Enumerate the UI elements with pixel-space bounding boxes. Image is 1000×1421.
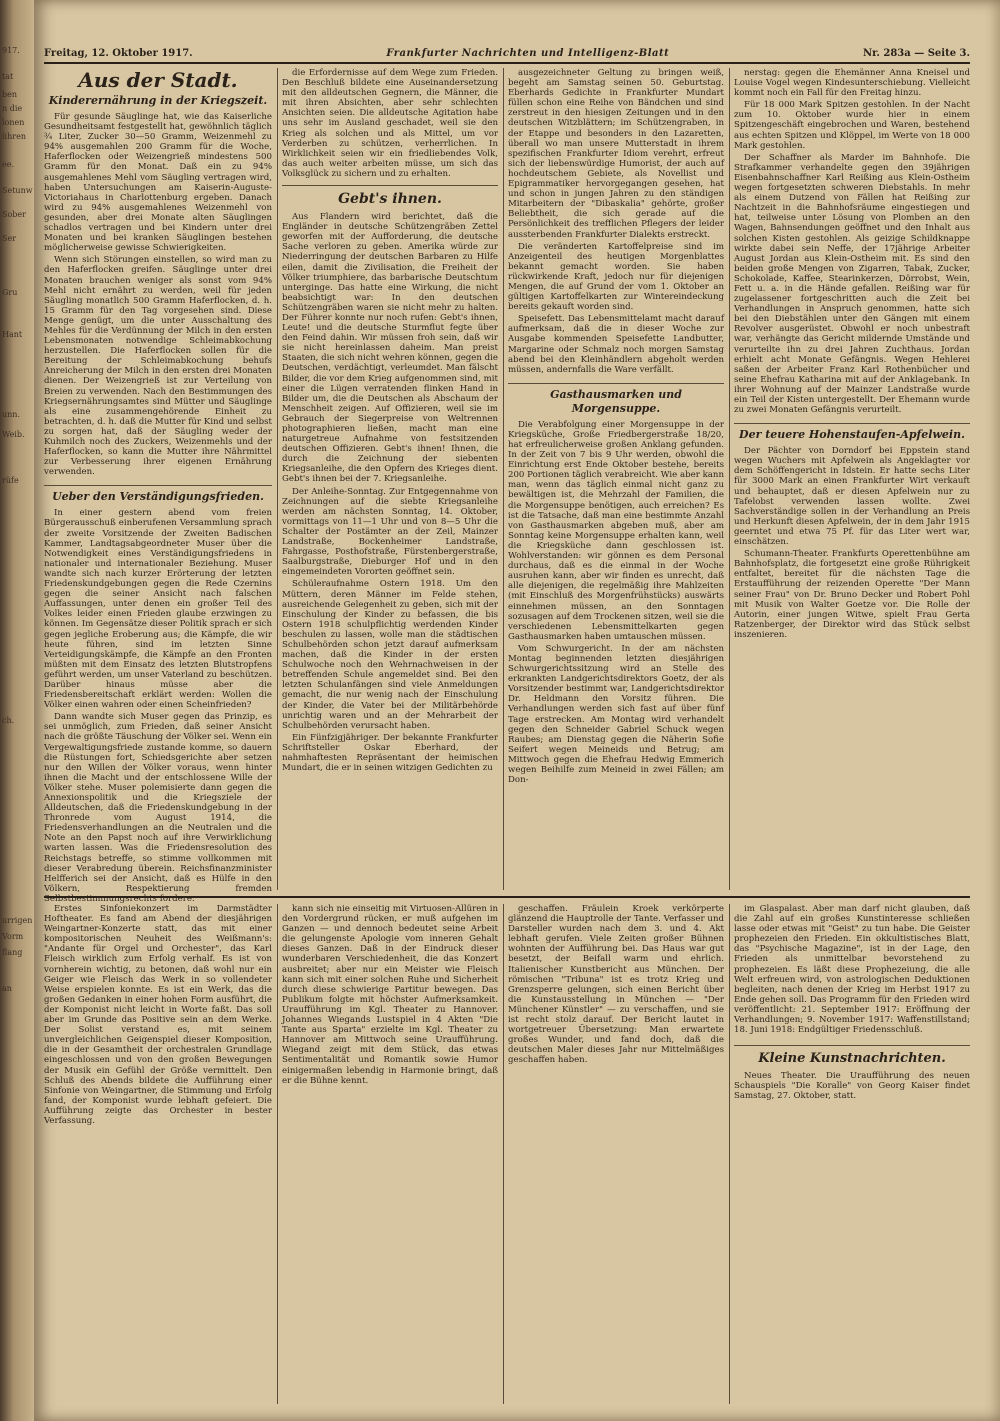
lower-columns <box>44 904 970 1404</box>
spine-text-fragment: Ser <box>2 234 17 243</box>
header-date: Freitag, 12. Oktober 1917. <box>44 47 193 59</box>
article-paragraph: Erstes Sinfoniekonzert im Darmstädter Hoftheater. Es fand am Abend der diesjährigen Weingartner-Konzerte statt, das mit einer kompositorischen Neuheit des Weißmann's: "Andante für Orgel und Orchester", das Karl Fleisch wirklich zum Erfolg verhalf. Es ist von vornherein wichtig, zu betonen, daß wohl nur ein Geiger wie Fleisch das Werk in so vollendeter Weise erspielen konnte. Es ist ein Werk, das die großen Gedanken in einer hohen Form ausführt, die der Komponist nicht leicht in Worte faßt. Das soll aber im Grunde das Positive sein an dem Werke. Der Solist verstand es, mit seinem unvergleichlichen Geigenspiel dieser Komposition, die in der Gesamtheit der orchestralen Grundlage eingeschlossen und von den großen Bewegungen der Musik ein Gefühl der Größe vermittelt. Den Schluß des Abends bildete die Aufführung einer Sinfonie von Weingartner, die Stimmung und Erfolg fand, der Komponist wurde lebhaft gefeiert. Die Aufführung zeigte das Orchester in bester Verfassung. <box>44 904 272 1126</box>
header-page-number: Nr. 283a — Seite 3. <box>862 47 970 59</box>
spine-text-fragment: ühren <box>2 132 27 141</box>
article-paragraph: Schüleraufnahme Ostern 1918. Um den Müttern, deren Männer im Felde stehen, ausreichende Gelegenheit zu geben, sich mit der Einschulung der Kinder zu befassen, die bis Ostern 1918 schulpflichtig werdenden Kinder beschulen zu lassen, wolle man die städtischen Schulbehörden schon jetzt darauf aufmerksam machen, daß die Kinder in der ersten Schulwoche noch den Wehrnachweisen in der betreffenden Schule angemeldet sind. Bei den letzten Schulanfängen sind viele Anmeldungen gemacht, die nur wenig nach der Einschulung der Kinder, die Vater bei der Militärbehörde unrichtig waren und an der Mehrarbeit der Schulbehörden verursacht haben. <box>282 579 498 731</box>
article-paragraph: Aus Flandern wird berichtet, daß die Engländer in deutsche Schützengräben Zettel geworfen mit der Aufforderung, die deutsche Sache verloren zu geben. Amerika würde zur Niederringung der deutschen Barbaren zu Hilfe eilen, damit die Zivilisation, die Freiheit der Völker triumphiere, das barbarische Deutschtum unterginge. Das hatte eine Wirkung, die nicht beabsichtigt war: In den deutschen Schützengräben waren sie nicht mehr zu halten. Der Führer konnte nur noch rufen: Gebt's ihnen, Leute! und die deutsche Sturmflut fegte über den Feind dahin. Wir müssen froh sein, daß wir sie nicht hereinlassen daheim. Man preist Staaten, die sich nicht wehren können, gegen die Deutschen, verdächtigt, verleumdet. Man fälscht Bilder, die vor dem Krieg aufgenommen sind, mit einer die Lügen verratenden flinken Hand in Bilder um, die die Deutschen als Abschaum der Menschheit zeigen. Auf Offizieren, weil sie im Gebrauch der Siegerpreise von Weltrennen photographieren ließen, macht man eine naturgetreue Aufnahme von festsitzenden deutschen Offizieren. Gebt's ihnen! Ihnen, die durch die Zeichnung der siebenten Kriegsanleihe, die den Opfern des Krieges dient. Gebt's ihnen bei der 7. Kriegsanleihe. <box>282 212 498 485</box>
spine-text-fragment: Setunw <box>2 186 33 195</box>
article-paragraph: Speisefett. Das Lebensmittelamt macht darauf aufmerksam, daß die in dieser Woche zur Ausgabe kommenden Speisefette Landbutter, Margarine oder Schmalz noch morgen Samstag abend bei den Kleinhändlern abgeholt werden müssen, andernfalls die Ware verfällt. <box>508 314 724 375</box>
lower-column-3 <box>508 904 724 1404</box>
spine-text-fragment: Gru <box>2 288 18 297</box>
spine-text-fragment: Hant <box>2 330 23 339</box>
column-divider <box>277 68 278 890</box>
article-paragraph: Schumann-Theater. Frankfurts Operettenbühne am Bahnhofsplatz, die fortgesetzt eine große Rührigkeit entfaltet, bereitet für die nächsten Tage die Erstaufführung der reizenden Operette "Der Mann seiner Frau" von Dr. Bruno Decker und Robert Pohl mit Musik von Walter Goetze vor. Die Rolle der Autorin, einer jungen Witwe, spielt Frau Gerta Ratzenberger, der Direktor wird das Stück selbst inszenieren. <box>734 549 970 640</box>
spine-text-fragment: ee. <box>2 160 15 169</box>
column-2 <box>282 68 498 890</box>
spine-text-fragment: flang <box>2 948 23 957</box>
article-paragraph: im Glaspalast. Aber man darf nicht glauben, daß die Zahl auf ein großes Kunstinteresse schließen lasse oder etwas mit "Geist" zu tun habe. Die Geister prophezeien den Frieden. Ein okkultistisches Blatt, das "Psychische Magazine", ist in der Lage, den Frieden als unmittelbar bevorstehend zu prophezeien. Es läßt diese Prophezeiung, die alle Welt erfreuen wird, von astrologischen Deduktionen begleiten, nach denen der Krieg im Herbst 1917 zu Ende gehen soll. Das Programm für den Frieden wird veröffentlicht: 21. September 1917: Eröffnung der Verhandlungen; 9. November 1917: Waffenstillstand; 18. Juni 1918: Endgültiger Friedensschluß. <box>734 904 970 1036</box>
lower-column-4 <box>734 904 970 1404</box>
spine-text-fragment: lonen <box>2 118 25 127</box>
spine-text-fragment: an <box>2 984 12 993</box>
lower-column-2 <box>282 904 498 1404</box>
article-paragraph: Für 18 000 Mark Spitzen gestohlen. In der Nacht zum 10. Oktober wurde hier in einem Spitzengeschäft eingebrochen und Waren, bestehend aus echten Spitzen und Klöppel, im Werte von 18 000 Mark gestohlen. <box>734 100 970 151</box>
lower-column-1 <box>44 904 272 1404</box>
spine-text-fragment: ch. <box>2 716 15 725</box>
feuilleton-rule <box>44 896 970 898</box>
spine-text-fragment: Sober <box>2 210 26 219</box>
article-paragraph: nerstag: gegen die Ehemänner Anna Kneisel und Louise Vogel wegen Kindesunterschiebung. Vielleicht kommt noch ein Fall für den Freitag hinzu. <box>734 68 970 99</box>
article-paragraph: ausgezeichneter Geltung zu bringen weiß, begeht am Samstag seinen 50. Geburtstag. Eberhards Gedichte in Frankfurter Mundart füllen schon eine Reihe von Bändchen und sind zerstreut in den hiesigen Zeitungen und in den deutschen Witzblättern; im Schützengraben, in der Etappe und besonders in den Lazaretten, überall wo man unsere Mutterstadt in ihrem spezifischen Frankfurter Idiom verehrt, erfreut sich der liebenswürdige Humorist, der auch auf hochdeutschem Gebiete, als Novellist und Epigrammatiker hervorgegangen gesehen, hat und schon in jungen Jahren zu den ständigen Mitarbeitern der "Dibaskalia" gehörte, großer Beliebtheit, die sich gerade auf die Persönlichkeit des trefflichen Pflegers der leider aussterbenden Frankfurter Dialekts erstreckt. <box>508 68 724 240</box>
newspaper-page <box>34 0 1000 1421</box>
article-paragraph: Für gesunde Säuglinge hat, wie das Kaiserliche Gesundheitsamt festgestellt hat, gewöhnlich täglich ¾ Liter, Zucker 30—50 Gramm, Weizenmehl zu 94% ausgemahlen 200 Gramm für die Woche, Haferflocken oder Weizengrieß mindestens 500 Gramm für den Monat. Daß ein zu 94% ausgemahlenes Mehl vom Säugling vertragen wird, haben Untersuchungen am Kaiserin-Auguste-Victoriahaus in Charlottenburg ergeben. Danach wird zu 94% ausgemahlenes Weizenmehl von gesunden, aber drei Monate alten Säuglingen schadlos vertragen und bei Kindern unter drei Monaten und bei kranken Säuglingen bestehen möglicherweise gewisse Schwierigkeiten. <box>44 112 272 254</box>
column-divider <box>503 904 504 1404</box>
article-paragraph: Die veränderten Kartoffelpreise sind im Anzeigenteil des heutigen Morgenblattes bekannt gemacht worden. Sie haben rückwirkende Kraft, jedoch nur für diejenigen Mengen, die auf Grund der vom 1. Oktober an gültigen Kartoffelkarten zur Wintereindeckung bereits gekauft worden sind. <box>508 241 724 313</box>
article-paragraph: geschaffen. Fräulein Kroek verkörperte glänzend die Hauptrolle der Tante. Verfasser und Darsteller wurden nach dem 3. und 4. Akt lebhaft gerufen. Viele Zeiten großer Bühnen wohnten der Aufführung bei. Das Haus war gut besetzt, der Beifall warm und ehrlich. Italienischer Kunstbericht aus München. Der römischen "Tribuna" ist es trotz Krieg und Grenzsperre gelungen, sich einen Bericht über die Kunstausstellung in München — "Der Münchener Künstler" — zu verschaffen, und sie ist recht stolz darauf. Der Bericht lautet in wortgetreuer Übersetzung: Man erwartete großes Wunder, und fand doch, daß die deutschen Maler dieses Jahr nur Mittelmäßiges geschaffen haben. <box>508 904 724 1066</box>
article-headline: Kinderernährung in der Kriegszeit. <box>48 94 268 107</box>
article-paragraph: die Erfordernisse auf dem Wege zum Frieden. Den Beschluß bildete eine Auseinandersetzung mit den alldeutschen Gegnern, die Männer, die mit ihren Absichten, aber sehr schlechten Ansichten seien. Die alldeutsche Agitation habe uns sehr im Ausland geschadet, weil sie den Krieg als solchen und als Mittel, um vor Verderben zu schützen, verherrlichen. In Wirklichkeit seien wir ein friedliebendes Volk, das auch weiter arbeiten müsse, um sich das Volksglück zu sichern und zu erhalten. <box>282 68 498 179</box>
article-paragraph: Der Schaffner als Marder im Bahnhofe. Die Strafkammer verhandelte gegen den 39jährigen Eisenbahnschaffner Karl Reißing aus Klein-Ostheim wegen fortgesetzten schweren Diebstahls. In mehr als einem Dutzend von Fällen hat Reißing zur Nachtzeit in die Bahnhofsräume eingestiegen und hat, teilweise unter Lösung von Plomben an den Wagen, Bahnsendungen geöffnet und den Inhalt aus solchen Kisten gestohlen. Als geizige Schildknappe wirkte dabei sein Neffe, der 17jährige Arbeiter August Jordan aus Klein-Ostheim mit. Es sind den beiden große Mengen von Zigarren, Tabak, Zucker, Schokolade, Kaffee, Stearinkerzen, Dörrobst, Wein, Fett u. a. in die Hände gefallen. Reißing war für zugelassener fortgeschritten auch die Zeit bei Verhandlungen in Anspruch genommen, hatte sich bei den Diebstählen unter den Gängen mit einem Revolver ausgerüstet. Obwohl er noch unbestraft war, verhängte das Gericht mildernde Umstände und verurteilte ihn zu drei Jahren Zuchthaus. Jordan erhielt acht Monate Gefängnis. Wegen Hehlerei saßen der Arbeiter Franz Karl Rothenbücher und seine Ehefrau Katharina mit auf der Anklagebank. In ihrer Wohnung auf der Mainzer Landstraße wurde ein Teil der Kisten untergestellt. Der Ehemann wurde zu zwei Monaten Gefängnis verurteilt. <box>734 152 970 416</box>
spine-text-fragment: Weib. <box>2 430 25 439</box>
column-divider <box>277 904 278 1404</box>
article-paragraph: Vom Schwurgericht. In der am nächsten Montag beginnenden letzten diesjährigen Schwurgerichtssitzung wird an Stelle des erkrankten Landgerichtsdirektors Goetz, der als Vorsitzender bestimmt war, Landgerichtsdirektor Dr. Heldmann den Vorsitz führen. Die Verhandlungen werden sich fast auf über fünf Tage erstrecken. Am Montag wird verhandelt gegen den Schneider Gabriel Schuck wegen Raubes; am Dienstag gegen die Näherin Sofie Seifert wegen Meineids und Betrug; am Mittwoch gegen die Ehefrau Hedwig Emmerich wegen Beihilfe zum Meineid in zwei Fällen; am Don- <box>508 643 724 786</box>
column-divider <box>729 68 730 890</box>
spine-text-fragment: ben <box>2 90 18 99</box>
section-title: Aus der Stadt. <box>78 68 238 92</box>
article-headline: Gasthausmarken und Morgensuppe. <box>508 383 724 416</box>
upper-columns <box>44 68 970 904</box>
article-paragraph: Die Verabfolgung einer Morgensuppe in der Kriegsküche, Große Friedbergerstraße 18/20, hat erfreulicherweise großen Anklang gefunden. In der Zeit von 7 bis 9 Uhr werden, obwohl die Einrichtung erst Ende Oktober bestehe, bereits 200 Portionen täglich verabreicht. Wie aber kann man, wenn das täglich einmal nicht ganz zu bewältigen ist, die Mehrzahl der Familien, die die Morgensuppe benötigen, auch erreichen? Es ist die Tatsache, daß man eine bestimmte Anzahl von Gasthausmarken abgeben muß, aber am Sonntag keine Morgensuppe erhalten kann, weil die Kriegsküche dann geschlossen ist. Wohlverstanden: wir gönnen es dem Personal durchaus, daß es die einmal in der Woche ausruhen kann, aber wir finden es unrecht, daß alle diejenigen, die regelmäßig ihre Mahlzeiten (mit Einschluß des Morgenfrühstücks) auswärts einnehmen müssen, an den Sonntagen sozusagen auf dem Trockenen sitzen, weil sie die verschiedenen Lebensmittelkarten gegen Gasthausmarken haben umtauschen müssen. <box>508 419 724 642</box>
spine-text-fragment: n die <box>2 104 23 113</box>
article-paragraph: Neues Theater. Die Uraufführung des neuen Schauspiels "Die Koralle" von Georg Kaiser findet Samstag, 27. Oktober, statt. <box>734 1071 970 1102</box>
spine-text-fragment: unn. <box>2 410 20 419</box>
article-paragraph: In einer gestern abend vom freien Bürgerausschuß einberufenen Versammlung sprach der zweite Vorsitzende der Zweiten Badischen Kammer, Landtagsabgeordneter Muser über die Notwendigkeit eines Verständigungsfriedens in nationaler und internationaler Beziehung. Muser wandte sich nach kurzer Erörterung der letzten Friedenskundgebungen gegen die Rede Czernins gegen die seiner Ansicht nach falschen Auffassungen, unter denen ein großer Teil des Volkes leider einen Frieden glaube erzwingen zu können. Im Gegensätze dieser Politik sprach er sich gegen jegliche Eroberung aus; die Kämpfe, die wir heute führen, sind im letzten Sinne Verteidigungskämpfe, die Kämpfe an den Fronten müßten mit dem Einsatz des letzten Blutstropfens geführt werden, um unser Vaterland zu beschützen. Darüber hinaus müsse aber die Friedensbereitschaft erklärt werden: Wollen die Völker einen wahren oder einen Scheinfrieden? <box>44 508 272 711</box>
article-paragraph: Der Anleihe-Sonntag. Zur Entgegennahme von Zeichnungen auf die siebte Kriegsanleihe werden am nächsten Sonntag, 14. Oktober, vormittags von 11—1 Uhr und von 8—5 Uhr die Schalter der Postämter an der Zeil, Mainzer Landstraße, Bockenheimer Landstraße, Fahrgasse, Posthofstraße, Fürstenbergerstraße, Saalburgstraße, Dieburger Hof und in den eingemeindeten Vororten geöffnet sein. <box>282 486 498 578</box>
column-1 <box>44 68 272 904</box>
article-paragraph: Ein Fünfzigjähriger. Der bekannte Frankfurter Schriftsteller Oskar Eberhard, der nahmhaftesten Repräsentant der heimischen Mundart, die er in seinen witzigen Gedichten zu <box>282 732 498 774</box>
column-divider <box>503 68 504 890</box>
article-headline: Kleine Kunstnachrichten. <box>734 1045 970 1067</box>
header-masthead: Frankfurter Nachrichten und Intelligenz-Blatt <box>386 47 670 59</box>
column-4 <box>734 68 970 890</box>
spine-text-fragment: urrigen <box>2 916 33 925</box>
spine-text-fragment: tat <box>2 72 14 81</box>
spine-text-fragment: rüfe <box>2 476 19 485</box>
article-headline: Gebt's ihnen. <box>282 185 498 208</box>
article-headline: Ueber den Verständigungsfrieden. <box>44 485 272 504</box>
article-paragraph: Wenn sich Störungen einstellen, so wird man zu den Haferflocken greifen. Säuglinge unter drei Monaten brauchen weniger als sonst vom 94% Mehl nicht ernährt zu werden, weil für jeden Säugling monatlich 500 Gramm Haferflocken, d. h. 15 Gramm für den Tag vorgesehen sind. Diese Menge genügt, um die unter Ausschaltung des Mehles für die Verdünnung der Milch in den ersten Lebensmonaten notwendige Schleimabkochung herzustellen. Die Haferflocken sollen für die Bereitung der Schleimabkochung behufs Anreicherung der Milch in den ersten drei Monaten dienen. Der Weizengrieß ist zur Verteilung von Breien zu verwenden. Nach den Bestimmungen des Kriegsernährungsamtes sind Mütter und Säuglinge als eine zusammengehörende Einheit zu betrachten, d. h. daß die Mutter für Kind und selbst zu sorgen hat, daß der Säugling weder der Kuhmilch noch des Zuckers, Weizenmehls und der Haferflocken, so kann die Mutter ihre Nährmittel zur Verbesserung ihrer eigenen Ernährung verwenden. <box>44 255 272 478</box>
article-paragraph: kann sich nie einseitig mit Virtuosen-Allüren in den Vordergrund rücken, er muß aufgehen im Ganzen — und dennoch bedeutet seine Arbeit die gelungenste Apologie vom inneren Gehalt dieses Ganzen. Daß in der Eindruck dieser wunderbaren Verschiedenheit, die das Konzert ausbreitet; aber nur ein Meister wie Fleisch kann sich mit einer solchen Ruhe und Sicherheit durch diese schwierige Partitur bewegen. Das Publikum folgte mit höchster Aufmerksamkeit. Uraufführung im Kgl. Theater zu Hannover. Johannes Wiegands Lustspiel in 4 Akten "Die Tante aus Sparta" erzielte im Kgl. Theater zu Hannover am Mittwoch seine Uraufführung. Wiegand zeigt mit dem Stück, das etwas Sentimentalität und Romantik sowie Humor einigermaßen lebendig in Harmonie bringt, daß er die Bühne kennt. <box>282 904 498 1086</box>
article-paragraph: Dann wandte sich Muser gegen das Prinzip, es sei unmöglich, zum Frieden, daß seiner Ansicht nach die größte Täuschung der Völker sei. Wenn ein Vergewaltigungsfriede zustande komme, so dauern die Rüstungen fort, Schiedsgerichte aber setzen nur den Willen der Völker voraus, wenn hinter ihnen die Macht und der entschlossene Wille der Völker stehe. Muser polemisierte dann gegen die Annexionspolitik und die Kriegsziele der Alldeutschen, daß die Friedenskundgebung in der Thronrede vom August 1914, die Friedensverhandlungen an die Neutralen und die Note an den Papst noch auf ihre Verwirklichung warten lassen. Was die Friedensresolution des Reichstags betreffe, so stimme vollkommen mit dieser Verabredung überein. Reichsfinanzminister Helfferich sei der Ansicht, daß es Hülfe in den Völkern, Respektierung fremden Selbstbestimmungsrechts fordere. <box>44 712 272 904</box>
page-header <box>44 44 970 64</box>
article-paragraph: Der Pächter von Dorndorf bei Eppstein stand wegen Wuchers mit Apfelwein als Angeklagter vor dem Schöffengericht in Idstein. Er hatte sechs Liter für 3000 Mark an einen Frankfurter Wirt verkauft und behauptet, daß er diesen Apfelwein nur zu Tafelobst verwenden lassen wollte. Zwei Sachverständige sollen in der Verhandlung an Preis und Herkunft diesen Apfelwein, der in dem Jahr 1915 geerntet und etwa 75 Pf. für das Liter wert war, einschätzen. <box>734 446 970 548</box>
spine-text-fragment: 917. <box>2 46 20 55</box>
book-binding <box>0 0 34 1421</box>
spine-text-fragment: Vorm <box>2 932 24 941</box>
article-headline: Der teuere Hohenstaufen-Apfelwein. <box>734 423 970 442</box>
column-3 <box>508 68 724 890</box>
column-divider <box>729 904 730 1404</box>
